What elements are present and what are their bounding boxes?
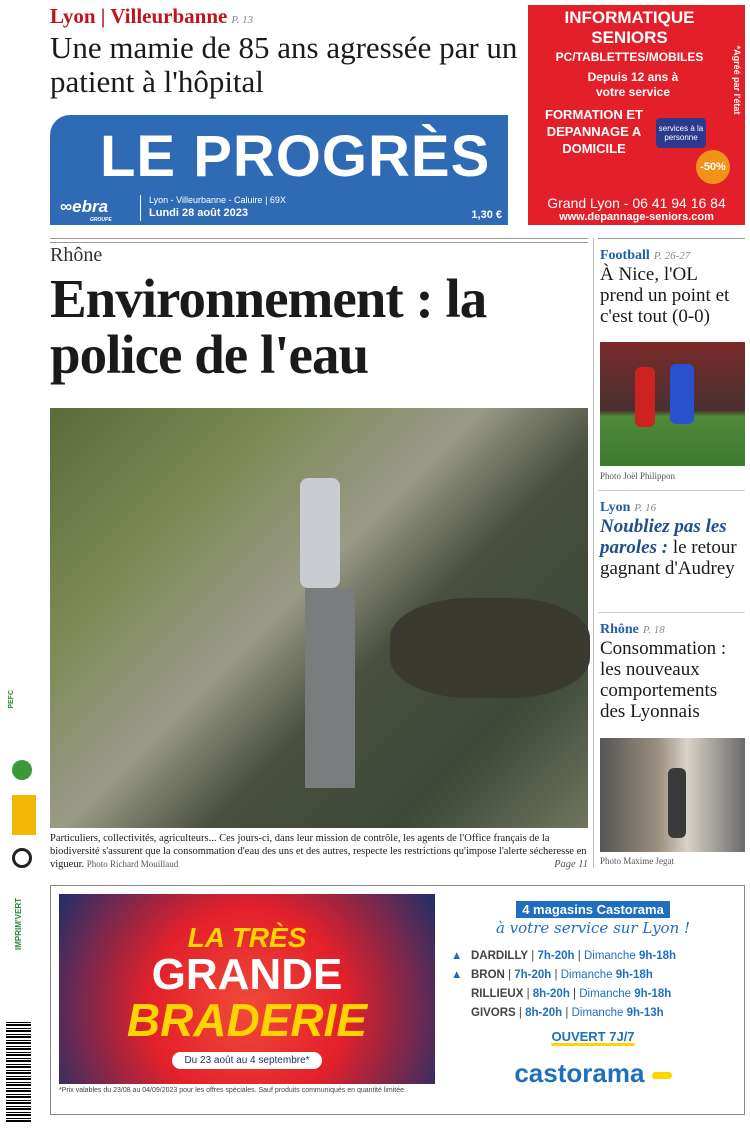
ad-since: Depuis 12 ans à votre service: [587, 70, 679, 99]
top-story-headline: Une mamie de 85 ans agressée par un patient à l'hôpital: [50, 30, 518, 99]
sidebar-story-rhone[interactable]: [600, 620, 745, 722]
castorama-tagline: à votre service sur Lyon !: [495, 919, 691, 937]
edition: Lyon - Villeurbanne - Caluire | 69X: [149, 195, 286, 205]
ad-castorama[interactable]: [50, 885, 745, 1115]
castorama-info: [443, 894, 743, 1089]
sunday-hours: 9h-13h: [626, 1007, 664, 1019]
sidebar-story-football[interactable]: [600, 246, 745, 327]
store-name: DARDILLY: [471, 950, 529, 962]
recycle-logo: [12, 795, 36, 835]
date: Lundi 28 août 2023: [149, 207, 249, 219]
sunday-hours: 9h-18h: [615, 969, 653, 981]
sidebar-headline-italic: Noubliez pas les paroles :: [600, 516, 727, 558]
braderie-line3: BRADERIE: [126, 994, 368, 1046]
football-photo: [600, 342, 745, 466]
ad-phone: Grand Lyon - 06 41 94 16 84: [547, 195, 726, 211]
sidebar-headline: À Nice, l'OL prend un point et c'est tout (0-0): [600, 264, 730, 327]
page-ref: P. 13: [231, 14, 254, 26]
sunday-label: Dimanche: [579, 988, 632, 1000]
masthead: [50, 115, 508, 225]
ad-sub: PC/TABLETTES/MOBILES: [555, 50, 704, 64]
store-list: [451, 947, 743, 1023]
store-row: ▲ DARDILLY | 7h-20h | Dimanche 9h-18h: [451, 947, 743, 966]
ad-url: www.depannage-seniors.com: [559, 211, 714, 223]
triman-icon: [12, 848, 32, 868]
pefc-icon: [12, 760, 32, 780]
store-hours: 7h-20h: [537, 950, 575, 962]
sidebar-kicker: Rhône: [600, 622, 639, 637]
braderie-line1: LA TRÈS: [187, 922, 307, 953]
castorama-roof-icon: ▲: [451, 950, 463, 962]
store-row: GIVORS | 8h-20h | Dimanche 9h-13h: [471, 1007, 664, 1019]
ad-service: FORMATION ET DEPANNAGE A DOMICILE: [545, 107, 643, 156]
ad-informatique-seniors[interactable]: [528, 5, 745, 225]
barcode: [6, 1022, 31, 1122]
braderie-banner: [59, 894, 435, 1084]
castorama-header: 4 magasins Castorama: [516, 901, 670, 918]
photo-credit: Photo Maxime Jegat: [600, 856, 674, 866]
store-hours: 7h-20h: [514, 969, 552, 981]
store-hours: 8h-20h: [532, 988, 570, 1000]
castorama-logo: castorama: [443, 1058, 743, 1089]
store-hours: 8h-20h: [525, 1007, 563, 1019]
shopper-figure: [668, 768, 686, 838]
mall-photo: [600, 738, 745, 852]
edition-info: [140, 195, 286, 221]
braderie-dates: Du 23 août au 4 septembre*: [172, 1052, 321, 1069]
masthead-title: LE PROGRÈS: [100, 124, 491, 189]
page-ref: Page 11: [554, 859, 588, 870]
braderie-line2: GRANDE: [151, 950, 343, 999]
player-ol: [670, 364, 694, 424]
page-ref: P. 18: [642, 624, 665, 636]
player-nice: [635, 367, 655, 427]
photo-credit: Photo Joël Philippon: [600, 471, 676, 481]
sidebar-story-lyon[interactable]: [600, 498, 745, 579]
store-row: RILLIEUX | 8h-20h | Dimanche 9h-18h: [471, 988, 672, 1000]
store-row: ▲ BRON | 7h-20h | Dimanche 9h-18h: [451, 966, 743, 985]
ebra-logo: ∞ebra GROUPE: [60, 197, 112, 223]
page-ref: P. 26-27: [653, 250, 691, 262]
main-caption: Particuliers, collectivités, agriculteurs... Ces jours-ci, dans leur mission de contrôle, les agents de l'Office français de la biodiversité s'assurent que la consommation d'eau des uns et des autres, respecte les restrictions qu'impose l'alerte sécheresse en vigueur. Photo Richard Mouillaud Page 11: [50, 833, 588, 870]
sunday-label: Dimanche: [571, 1007, 624, 1019]
store-name: GIVORS: [471, 1007, 516, 1019]
sidebar-kicker: Football: [600, 248, 650, 263]
sunday-hours: 9h-18h: [638, 950, 677, 962]
photo-credit: Photo Richard Mouillaud: [86, 859, 179, 869]
sunday-label: Dimanche: [560, 969, 613, 981]
price: 1,30 €: [471, 209, 502, 221]
sunday-label: Dimanche: [583, 950, 636, 962]
sidebar-headline: Consommation : les nouveaux comportements des Lyonnais: [600, 638, 727, 722]
main-story[interactable]: [50, 244, 588, 383]
store-name: RILLIEUX: [471, 988, 524, 1000]
agent-legs: [305, 588, 355, 788]
castorama-roof-icon: ▲: [451, 969, 463, 981]
water: [390, 598, 590, 698]
pefc-logo: PEFC: [8, 690, 15, 709]
ad-side-note: *Agréé par l'état: [732, 45, 742, 115]
ad-title: INFORMATIQUE SENIORS: [564, 8, 695, 47]
imprimvert-logo: IMPRIM'VERT: [14, 897, 23, 950]
sunday-hours: 9h-18h: [634, 988, 672, 1000]
agent-figure: [300, 478, 340, 588]
store-name: BRON: [471, 969, 505, 981]
discount-badge: -50%: [696, 150, 730, 184]
main-headline: Environnement : la police de l'eau: [50, 268, 487, 385]
main-kicker: Rhône: [50, 244, 103, 266]
page-ref: P. 16: [634, 502, 657, 514]
top-story-kicker: Lyon | Villeurbanne: [50, 4, 228, 28]
sidebar-kicker: Lyon: [600, 500, 631, 515]
top-story[interactable]: [50, 4, 520, 99]
main-photo: [50, 408, 588, 828]
services-badge: services à la personne: [656, 118, 706, 148]
ad-disclaimer: *Prix valables du 23/08 au 04/09/2023 pour les offres spéciales. Sauf produits communiqués en quantité limitée.: [59, 1087, 406, 1094]
open-7-7: OUVERT 7J/7: [551, 1029, 635, 1044]
sidebar-headline: le retour gagnant d'Audrey: [600, 537, 737, 579]
